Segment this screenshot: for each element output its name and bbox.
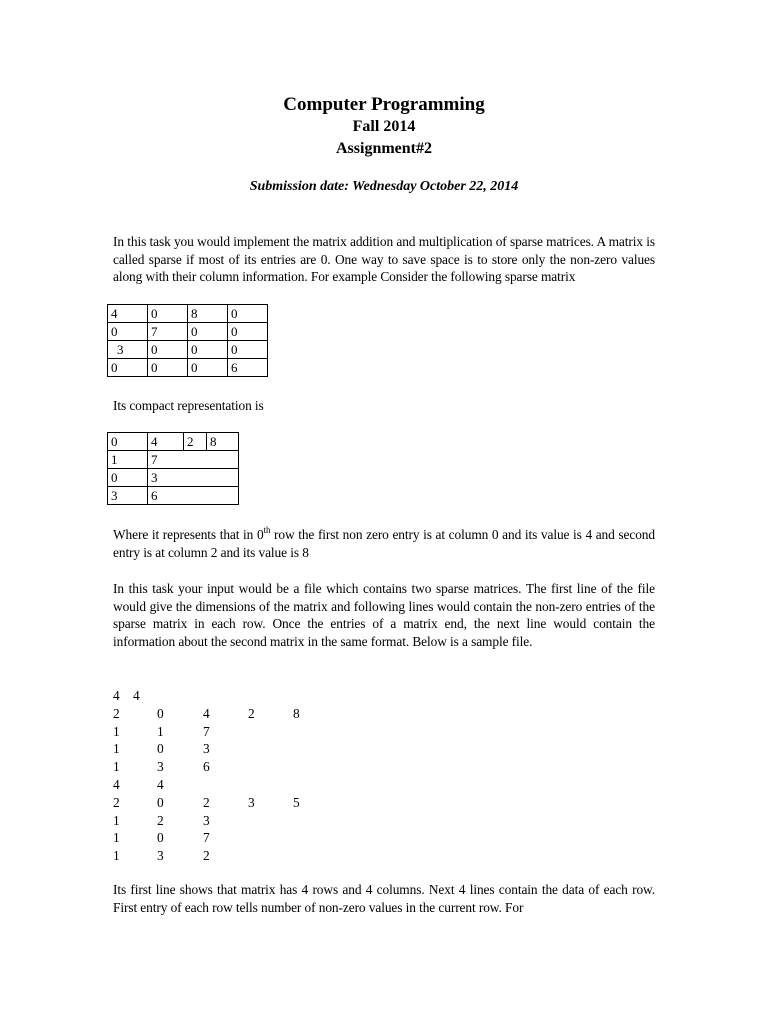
sample-value: 3 bbox=[203, 741, 210, 757]
term-label: Fall 2014 bbox=[352, 118, 416, 135]
explanation-paragraph bbox=[113, 526, 655, 561]
sample-value: 2 bbox=[203, 848, 210, 864]
explanation-text-a: Where it represents that in 0 bbox=[113, 527, 264, 542]
table-cell: 4 bbox=[148, 433, 184, 451]
table-cell: 6 bbox=[148, 487, 239, 505]
sample-value: 7 bbox=[203, 723, 210, 739]
table-row bbox=[108, 341, 268, 359]
sample-value: 1 bbox=[113, 723, 120, 739]
sample-value: 2 bbox=[113, 794, 120, 810]
sample-value: 3 bbox=[157, 848, 164, 864]
sample-value: 3 bbox=[157, 759, 164, 775]
ordinal-superscript: th bbox=[263, 525, 271, 535]
sample-value: 3 bbox=[248, 794, 255, 810]
input-paragraph: In this task your input would be a file which contains two sparse matrices. The first line of the file would give the dimensions of the matrix and following lines would contain the non-zero entries of the sparse matrix in each row. Once the entries of a matrix end, the next line would contain the information about the second matrix in the same format. Below is a sample file. bbox=[113, 581, 655, 650]
table-cell: 0 bbox=[188, 359, 228, 377]
table-cell: 6 bbox=[228, 359, 268, 377]
table-cell: 0 bbox=[188, 341, 228, 359]
intro-paragraph: In this task you would implement the matrix addition and multiplication of sparse matrices. A matrix is called sparse if most of its entries are 0. One way to save space is to store only the non-zero values along with their column information. For example Consider the following sparse matrix bbox=[113, 234, 655, 285]
sample-value: 4 bbox=[113, 688, 120, 703]
table-cell: 1 bbox=[108, 451, 148, 469]
sample-value: 6 bbox=[203, 759, 210, 775]
table-cell: 0 bbox=[148, 305, 188, 323]
sample-value: 0 bbox=[157, 705, 164, 721]
table-cell: 0 bbox=[108, 469, 148, 487]
sample-value: 0 bbox=[157, 830, 164, 846]
explanation-text-b: row the first non zero entry is at column 0 and its value is 4 and second entry is at column 2 and its value is 8 bbox=[113, 527, 655, 560]
sample-value: 4 bbox=[157, 776, 164, 792]
sample-value: 1 bbox=[113, 830, 120, 846]
sample-value: 0 bbox=[157, 741, 164, 757]
table-cell: 0 bbox=[228, 323, 268, 341]
table-cell: 8 bbox=[188, 305, 228, 323]
sample-value: 2 bbox=[157, 812, 164, 828]
sample-value: 8 bbox=[293, 705, 300, 721]
table-cell: 3 bbox=[108, 487, 148, 505]
table-cell: 0 bbox=[108, 323, 148, 341]
sample-value: 1 bbox=[113, 741, 120, 757]
sample-value: 3 bbox=[203, 812, 210, 828]
sample-value: 1 bbox=[113, 812, 120, 828]
table-cell: 3 bbox=[108, 341, 148, 359]
table-cell: 0 bbox=[148, 359, 188, 377]
table-cell: 0 bbox=[148, 341, 188, 359]
sample-value: 2 bbox=[248, 705, 255, 721]
assignment-label: Assignment#2 bbox=[335, 140, 432, 157]
document-title: Computer Programming bbox=[283, 94, 485, 115]
sample-value: 0 bbox=[157, 794, 164, 810]
table-row bbox=[108, 433, 239, 451]
sample-value: 4 bbox=[203, 705, 210, 721]
table-cell: 8 bbox=[207, 433, 239, 451]
table-row bbox=[108, 305, 268, 323]
sample-value: 4 bbox=[113, 776, 120, 792]
table-cell: 4 bbox=[108, 305, 148, 323]
sample-value: 4 bbox=[133, 688, 140, 703]
table-row bbox=[108, 487, 239, 505]
sample-value: 5 bbox=[293, 794, 300, 810]
sample-value: 7 bbox=[203, 830, 210, 846]
table-cell: 0 bbox=[108, 359, 148, 377]
table-row bbox=[108, 469, 239, 487]
submission-date: Submission date: Wednesday October 22, 2014 bbox=[249, 179, 519, 194]
sparse-matrix-table bbox=[107, 304, 268, 377]
sample-value: 1 bbox=[113, 759, 120, 775]
sample-value: 2 bbox=[203, 794, 210, 810]
table-row bbox=[108, 323, 268, 341]
compact-representation-table bbox=[107, 432, 239, 505]
table-cell: 3 bbox=[148, 469, 239, 487]
table-cell: 7 bbox=[148, 451, 239, 469]
table-row bbox=[108, 451, 239, 469]
sample-value: 1 bbox=[113, 848, 120, 864]
table-cell: 0 bbox=[228, 341, 268, 359]
compact-intro: Its compact representation is bbox=[113, 398, 264, 413]
table-row bbox=[108, 359, 268, 377]
sample-value: 1 bbox=[157, 723, 164, 739]
sample-value: 2 bbox=[113, 705, 120, 721]
table-cell: 2 bbox=[184, 433, 207, 451]
format-explanation-paragraph: Its first line shows that matrix has 4 rows and 4 columns. Next 4 lines contain the data of each row. First entry of each row tells number of non-zero values in the current row. For bbox=[113, 882, 655, 915]
table-cell: 0 bbox=[108, 433, 148, 451]
table-cell: 0 bbox=[188, 323, 228, 341]
table-cell: 0 bbox=[228, 305, 268, 323]
table-cell: 7 bbox=[148, 323, 188, 341]
